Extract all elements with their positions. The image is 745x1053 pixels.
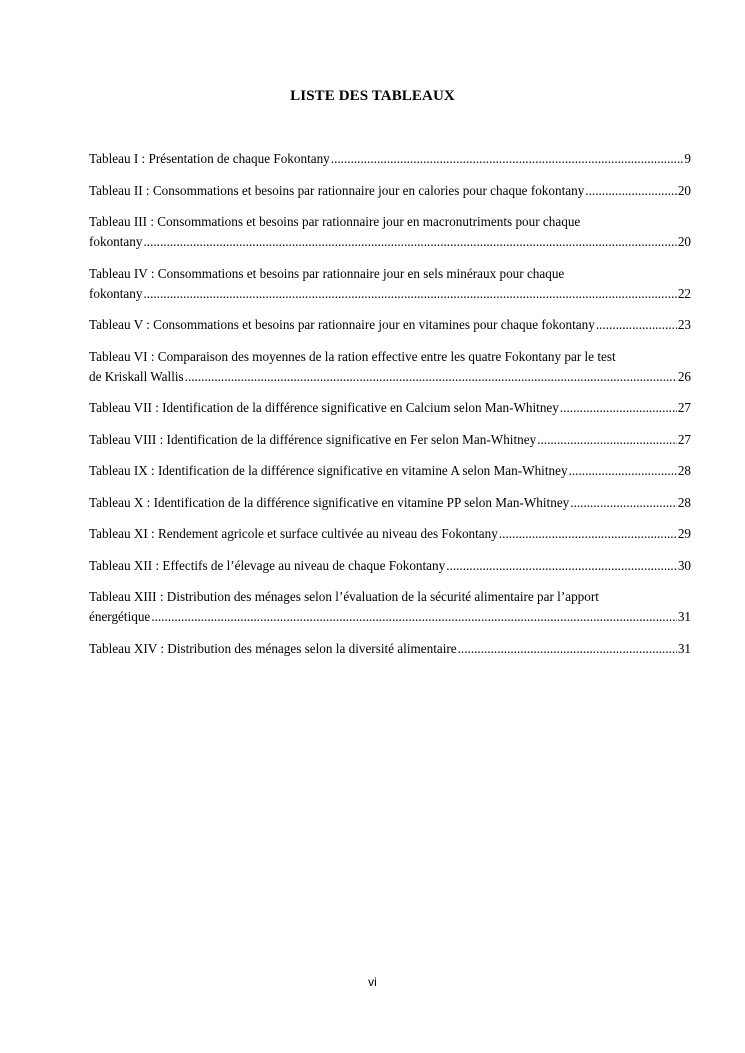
toc-entry-page: 28 bbox=[677, 494, 691, 510]
toc-entry-page: 27 bbox=[677, 400, 691, 415]
toc-entry-page: 31 bbox=[677, 640, 691, 656]
dot-leader bbox=[143, 232, 676, 252]
toc-entry[interactable] bbox=[89, 430, 691, 450]
toc-entry-text: Tableau II : Consommations et besoins par rationnaire jour en calories pour chaque fokontany bbox=[89, 182, 585, 198]
dot-leader bbox=[446, 556, 677, 576]
dot-leader bbox=[151, 607, 677, 627]
toc-entry[interactable] bbox=[89, 181, 691, 201]
dot-leader bbox=[499, 524, 677, 544]
toc-entry-line1: Tableau III : Consommations et besoins par rationnaire jour en macronutriments pour chaque bbox=[89, 214, 581, 229]
toc-entry-line1: Tableau VI : Comparaison des moyennes de la ration effective entre les quatre Fokontany par le test bbox=[89, 348, 616, 364]
toc-entry[interactable] bbox=[89, 212, 691, 252]
toc-entry[interactable] bbox=[89, 461, 691, 481]
dot-leader bbox=[537, 430, 677, 450]
toc-entry-text: Tableau V : Consommations et besoins par rationnaire jour en vitamines pour chaque fokontany bbox=[89, 317, 595, 332]
toc-entry[interactable] bbox=[89, 524, 691, 544]
dot-leader bbox=[458, 639, 677, 659]
dot-leader bbox=[569, 461, 677, 481]
toc-entry-text: Tableau I : Présentation de chaque Fokontany bbox=[89, 151, 330, 166]
toc-entry-text: Tableau VII : Identification de la différence significative en Calcium selon Man-Whitney bbox=[89, 400, 559, 415]
toc-entry-text: fokontany bbox=[89, 234, 143, 249]
toc-entry-page: 9 bbox=[684, 151, 691, 166]
dot-leader bbox=[585, 181, 677, 201]
toc-entry-page: 23 bbox=[677, 317, 691, 332]
toc-entry-text: de Kriskall Wallis bbox=[89, 368, 184, 384]
toc-entry-text: fokontany bbox=[89, 285, 143, 301]
toc-entry[interactable] bbox=[89, 556, 691, 576]
table-of-contents bbox=[89, 149, 691, 670]
dot-leader bbox=[185, 367, 677, 387]
dot-leader bbox=[143, 284, 676, 304]
toc-entry-text: Tableau XII : Effectifs de l’élevage au niveau de chaque Fokontany bbox=[89, 557, 446, 573]
toc-entry[interactable] bbox=[89, 264, 691, 304]
toc-entry[interactable] bbox=[89, 149, 691, 169]
toc-entry[interactable] bbox=[89, 398, 691, 418]
toc-entry-page: 22 bbox=[677, 285, 691, 301]
toc-entry-page: 20 bbox=[677, 182, 691, 198]
toc-entry[interactable] bbox=[89, 587, 691, 627]
toc-entry[interactable] bbox=[89, 347, 691, 387]
toc-entry-text: Tableau XIV : Distribution des ménages selon la diversité alimentaire bbox=[89, 640, 457, 656]
toc-entry-text: Tableau X : Identification de la différence significative en vitamine PP selon Man-Whitney bbox=[89, 494, 570, 510]
toc-entry[interactable] bbox=[89, 639, 691, 659]
toc-entry-line1: Tableau XIII : Distribution des ménages selon l’évaluation de la sécurité alimentaire par l’apport bbox=[89, 589, 599, 604]
toc-entry-page: 31 bbox=[677, 609, 691, 624]
toc-entry[interactable] bbox=[89, 493, 691, 513]
toc-entry-text: énergétique bbox=[89, 609, 151, 624]
toc-entry-text: Tableau VIII : Identification de la différence significative en Fer selon Man-Whitney bbox=[89, 431, 537, 447]
toc-entry-line1: Tableau IV : Consommations et besoins par rationnaire jour en sels minéraux pour chaque bbox=[89, 265, 565, 281]
dot-leader bbox=[570, 493, 677, 513]
toc-entry-page: 20 bbox=[677, 234, 691, 249]
dot-leader bbox=[596, 315, 677, 335]
toc-entry-page: 26 bbox=[677, 368, 691, 384]
dot-leader bbox=[331, 149, 684, 169]
toc-entry-page: 30 bbox=[677, 557, 691, 573]
toc-entry[interactable] bbox=[89, 315, 691, 335]
page-number: vi bbox=[368, 975, 377, 989]
toc-entry-page: 28 bbox=[677, 463, 691, 478]
toc-entry-page: 27 bbox=[677, 431, 691, 447]
toc-entry-text: Tableau IX : Identification de la différence significative en vitamine A selon Man-Whitney bbox=[89, 463, 568, 478]
page-title: LISTE DES TABLEAUX bbox=[290, 88, 455, 104]
toc-entry-page: 29 bbox=[677, 526, 691, 541]
toc-entry-text: Tableau XI : Rendement agricole et surface cultivée au niveau des Fokontany bbox=[89, 526, 498, 541]
dot-leader bbox=[560, 398, 677, 418]
